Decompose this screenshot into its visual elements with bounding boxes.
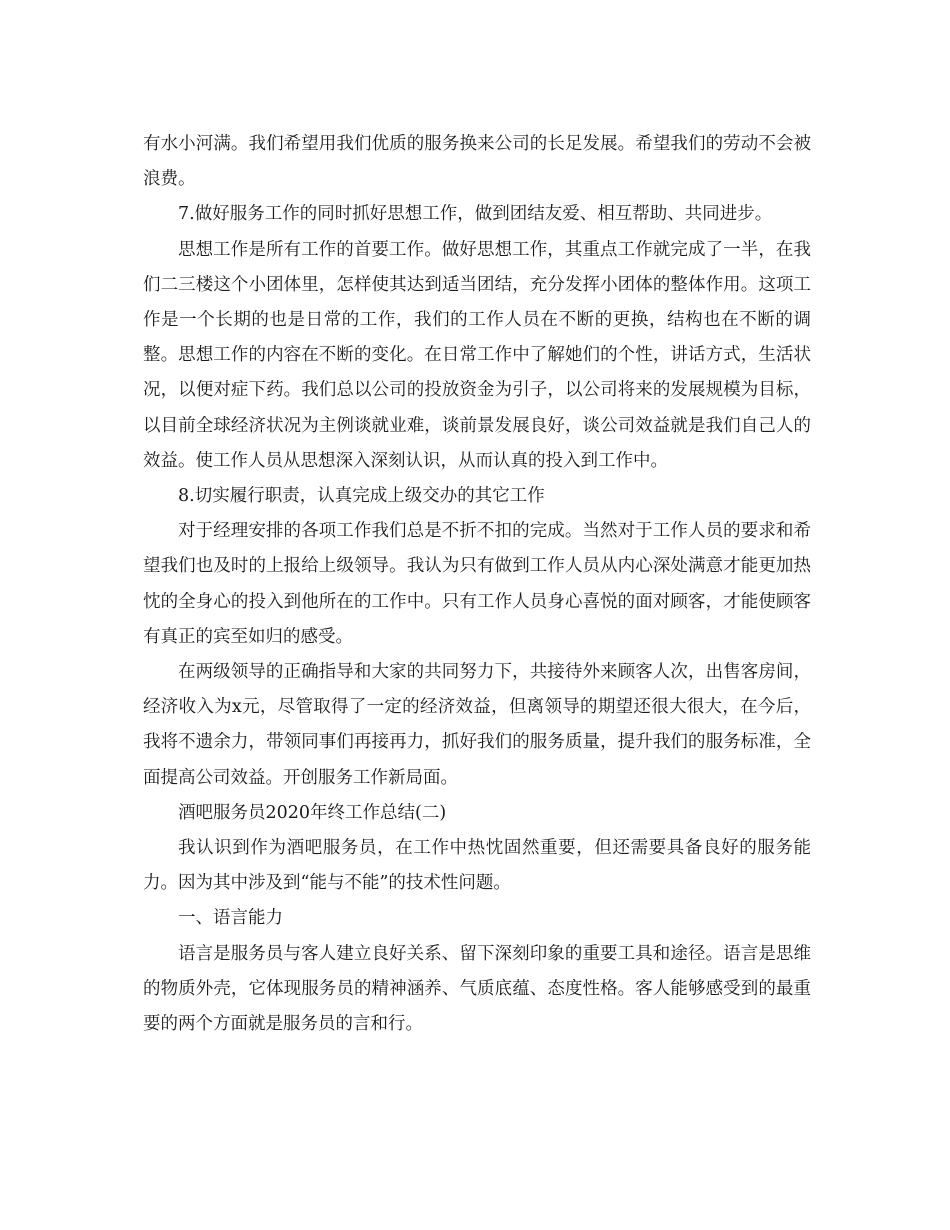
paragraph-6: 在两级领导的正确指导和大家的共同努力下，共接待外来顾客人次，出售客房间，经济收入为x元，尽管取得了一定的经济效益，但离领导的期望还很大很大，在今后，我将不遗余力，带领同事们再接再力，抓好我们的服务质量，提升我们的服务标准，全面提高公司效益。开创服务工作新局面。 (143, 662, 811, 788)
document-body (143, 127, 811, 1042)
paragraph-8: 我认识到作为酒吧服务员，在工作中热忱固然重要，但还需要具备良好的服务能力。因为其中涉及到“能与不能”的技术性问题。 (143, 838, 811, 894)
paragraph-5: 对于经理安排的各项工作我们总是不折不扣的完成。当然对于工作人员的要求和希望我们也及时的上报给上级领导。我认为只有做到工作人员从内心深处满意才能更加热忱的全身心的投入到他所在的工作中。只有工作人员身心喜悦的面对顾客，才能使顾客有真正的宾至如归的感受。 (143, 521, 811, 647)
paragraph-10: 语言是服务员与客人建立良好关系、留下深刻印象的重要工具和途径。语言是思维的物质外壳，它体现服务员的精神涵养、气质底蕴、态度性格。客人能够感受到的最重要的两个方面就是服务员的言和行。 (143, 943, 811, 1035)
section-title: 酒吧服务员2020年终工作总结(二) (178, 802, 447, 823)
heading-item-7: 7.做好服务工作的同时抓好思想工作，做到团结友爱、相互帮助、共同进步。 (178, 204, 773, 225)
heading-item-8: 8.切实履行职责，认真完成上级交办的其它工作 (178, 486, 545, 507)
subheading-language-ability: 一、语言能力 (178, 908, 283, 929)
paragraph-1: 有水小河满。我们希望用我们优质的服务换来公司的长足发展。希望我们的劳动不会被浪费。 (143, 134, 811, 190)
paragraph-3: 思想工作是所有工作的首要工作。做好思想工作，其重点工作就完成了一半，在我们二三楼这个小团体里，怎样使其达到适当团结，充分发挥小团体的整体作用。这项工作是一个长期的也是日常的工作，我们的工作人员在不断的更换，结构也在不断的调整。思想工作的内容在不断的变化。在日常工作中了解她们的个性，讲话方式，生活状况，以便对症下药。我们总以公司的投放资金为引子，以公司将来的发展规模为目标，以目前全球经济状况为主例谈就业难，谈前景发展良好，谈公司效益就是我们自己人的效益。使工作人员从思想深入深刻认识，从而认真的投入到工作中。 (143, 239, 811, 471)
